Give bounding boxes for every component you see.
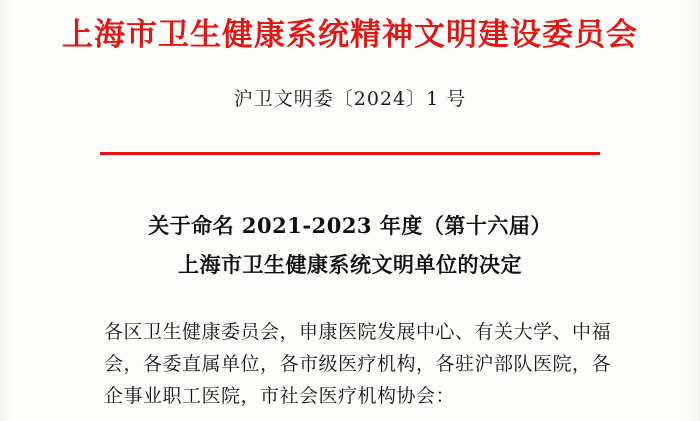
document-issuer-title: 上海市卫生健康系统精神文明建设委员会: [62, 17, 638, 53]
body-line-1: 各区卫生健康委员会，申康医院发展中心、有关大学、中福: [104, 321, 612, 343]
document-main-heading: [0, 206, 700, 284]
red-separator-rule: [100, 152, 600, 155]
document-body-paragraph: [104, 316, 612, 412]
main-heading-line-2: 上海市卫生健康系统文明单位的决定: [178, 252, 522, 277]
body-line-2: 会，各委直属单位，各市级医疗机构，各驻沪部队医院，各: [104, 353, 612, 375]
main-heading-line-1: 关于命名 2021-2023 年度（第十六届）: [148, 213, 552, 238]
document-serial-number: 沪卫文明委〔2024〕1 号: [233, 88, 467, 110]
body-line-3: 企事业职工医院，市社会医疗机构协会：: [104, 385, 456, 407]
